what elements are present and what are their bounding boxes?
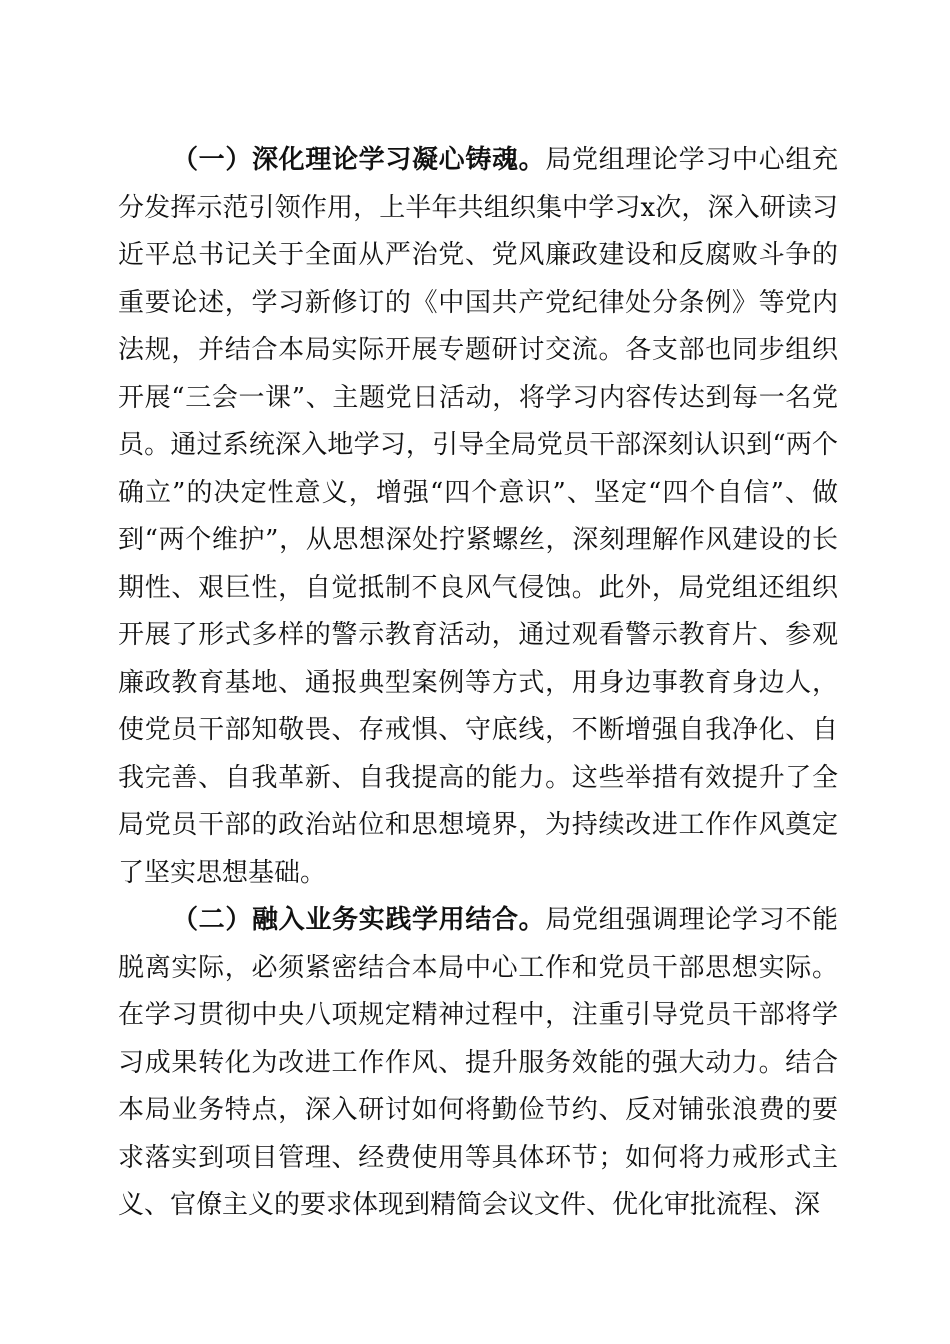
paragraph-text-1: 局党组理论学习中心组充分发挥示范引领作用，上半年共组织集中学习x次，深入研读习近平总书记关于全面从严治党、党风廉政建设和反腐败斗争的重要论述，学习新修订的《中国共产党纪律处分条例》等党内法规，并结合本局实际开展专题研讨交流。各支部也同步组织开展“三会一课”、主题党日活动，将学习内容传达到每一名党员。通过系统深入地学习，引导全局党员干部深刻认识到“两个确立”的决定性意义，增强“四个意识”、坚定“四个自信”、做到“两个维护”，从思想深处拧紧螺丝，深刻理解作风建设的长期性、艰巨性，自觉抵制不良风气侵蚀。此外，局党组还组织开展了形式多样的警示教育活动，通过观看警示教育片、参观廉政教育基地、通报典型案例等方式，用身边事教育身边人，使党员干部知敬畏、存戒惧、守底线，不断增强自我净化、自我完善、自我革新、自我提高的能力。这些举措有效提升了全局党员干部的政治站位和思想境界，为持续改进工作作风奠定了坚实思想基础。 — [118, 145, 838, 888]
document-body — [118, 137, 838, 1230]
section-heading-2: （二）融入业务实践学用结合。 — [172, 905, 546, 935]
section-heading-1: （一）深化理论学习凝心铸魂。 — [172, 145, 546, 175]
paragraph-theory-study — [118, 137, 838, 897]
paragraph-text-2: 局党组强调理论学习不能脱离实际，必须紧密结合本局中心工作和党员干部思想实际。在学习贯彻中央八项规定精神过程中，注重引导党员干部将学习成果转化为改进工作作风、提升服务效能的强大动力。结合本局业务特点，深入研讨如何将勤俭节约、反对铺张浪费的要求落实到项目管理、经费使用等具体环节；如何将力戒形式主义、官僚主义的要求体现到精简会议文件、优化审批流程、深 — [118, 905, 838, 1220]
paragraph-practice — [118, 897, 838, 1230]
